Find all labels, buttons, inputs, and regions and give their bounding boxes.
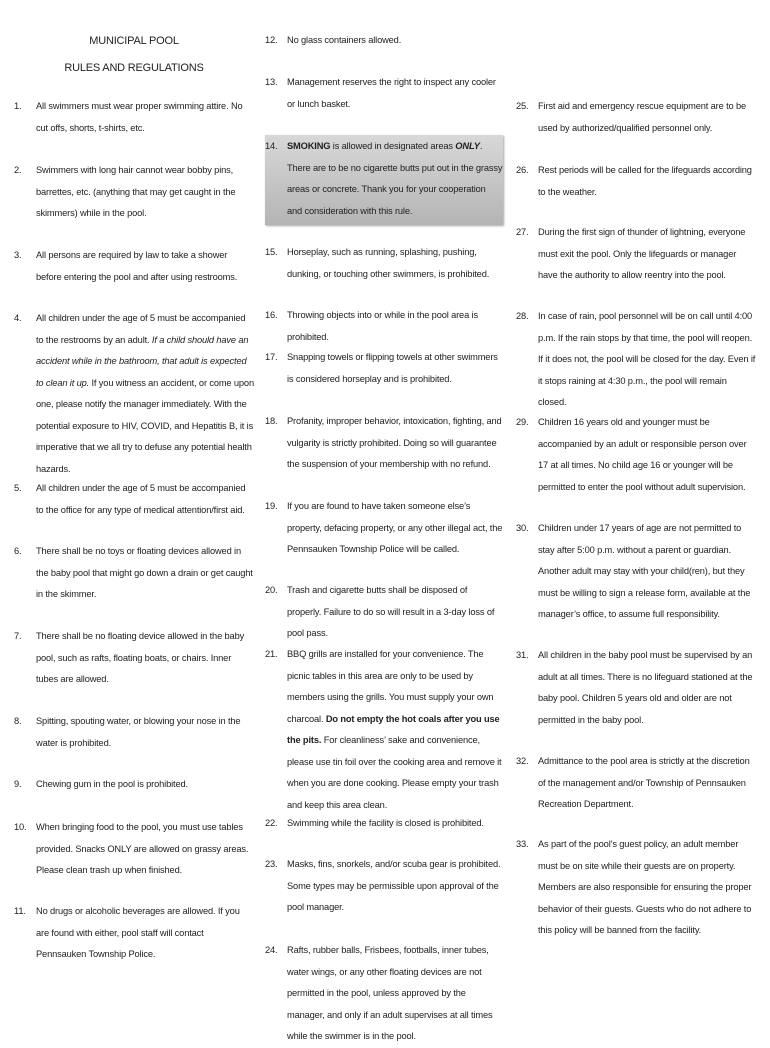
rule-item bbox=[14, 817, 254, 882]
rule-text: There shall be no floating device allowed in the baby pool, such as rafts, floating boats, or chairs. Inner tubes are allowed. bbox=[36, 631, 245, 684]
rule-text: When bringing food to the pool, you must use tables provided. Snacks ONLY are allowed on grassy areas. Please clean trash up when finished. bbox=[36, 822, 249, 875]
rule-text: Throwing objects into or while in the pool area is prohibited. bbox=[287, 310, 478, 342]
rule-text: No glass containers allowed. bbox=[287, 35, 402, 45]
rule-number: 26. bbox=[516, 165, 529, 175]
rule-number: 28. bbox=[516, 311, 529, 321]
rule-text: First aid and emergency rescue equipment are to be used by authorized/qualified personnel only. bbox=[538, 101, 746, 133]
rule-number: 17. bbox=[265, 352, 278, 362]
rule-text: Rest periods will be called for the lifeguards according to the weather. bbox=[538, 165, 752, 197]
rule-item bbox=[14, 774, 254, 796]
rule-text: All children under the age of 5 must be accompanied to the office for any type of medical attention/first aid. bbox=[36, 483, 246, 515]
rule-number: 12. bbox=[265, 35, 278, 45]
rule-number: 33. bbox=[516, 839, 529, 849]
document-title: MUNICIPAL POOL bbox=[89, 35, 179, 47]
rule-item bbox=[14, 478, 254, 521]
rule-item bbox=[516, 222, 756, 287]
rule-item bbox=[14, 626, 254, 691]
rule-text: Children under 17 years of age are not permitted to stay after 5:00 p.m. without a parent or guardian. Another adult may stay with your child(ren), but they must be willing to sign a release form, available at the manager’s office, to assume full responsibility. bbox=[538, 523, 751, 619]
rule-text: During the first sign of thunder of lightning, everyone must exit the pool. Only the lifeguards or manager have the authority to allow reentry into the pool. bbox=[538, 227, 746, 280]
rule-item bbox=[265, 813, 503, 835]
rule-number: 11. bbox=[14, 906, 26, 916]
rule-number: 29. bbox=[516, 417, 529, 427]
rule-text: Spitting, spouting water, or blowing your nose in the water is prohibited. bbox=[36, 716, 241, 748]
rule-item bbox=[265, 347, 503, 390]
rule-number: 20. bbox=[265, 585, 278, 595]
rule-number: 9. bbox=[14, 779, 22, 789]
rule-number: 32. bbox=[516, 756, 529, 766]
rule-text: Trash and cigarette butts shall be disposed of properly. Failure to do so will result in a 3-day loss of pool pass. bbox=[287, 585, 495, 638]
rule-item bbox=[14, 160, 254, 225]
rule-number: 7. bbox=[14, 631, 22, 641]
rule-number: 5. bbox=[14, 483, 22, 493]
rule-number: 22. bbox=[265, 818, 278, 828]
rule-item bbox=[516, 751, 756, 816]
rule-text: All swimmers must wear proper swimming attire. No cut offs, shorts, t-shirts, etc. bbox=[36, 101, 243, 133]
rule-number: 13. bbox=[265, 77, 278, 87]
rule-number: 19. bbox=[265, 501, 278, 511]
rule-item bbox=[14, 541, 254, 606]
rule-text: All persons are required by law to take a shower before entering the pool and after using restrooms. bbox=[36, 250, 238, 282]
rule-item bbox=[14, 245, 254, 288]
rule-text: There shall be no toys or floating devices allowed in the baby pool that might go down a drain or get caught in the skimmer. bbox=[36, 546, 253, 599]
rule-item bbox=[265, 644, 503, 816]
rule-number: 10. bbox=[14, 822, 27, 832]
rule-item bbox=[516, 412, 756, 498]
rule-item bbox=[265, 411, 503, 476]
rule-text: Horseplay, such as running, splashing, pushing, dunking, or touching other swimmers, is prohibited. bbox=[287, 247, 490, 279]
rule-text: Chewing gum in the pool is prohibited. bbox=[36, 779, 188, 789]
rule-item bbox=[516, 160, 756, 203]
rule-item bbox=[516, 834, 756, 942]
rule-item bbox=[265, 496, 503, 561]
rule-item bbox=[265, 30, 503, 52]
rule-number: 18. bbox=[265, 416, 278, 426]
rule-item bbox=[516, 306, 756, 414]
rule-number: 15. bbox=[265, 247, 278, 257]
rule-number: 30. bbox=[516, 523, 529, 533]
rule-number: 21. bbox=[265, 649, 278, 659]
rule-text: Management reserves the right to inspect any cooler or lunch basket. bbox=[287, 77, 496, 109]
rule-text: SMOKING is allowed in designated areas ONLY. There are to be no cigarette butts put out in the grassy areas or concrete. Thank you for your cooperation and consideration with this rule. bbox=[287, 141, 503, 216]
rule-text: Snapping towels or flipping towels at other swimmers is considered horseplay and is prohibited. bbox=[287, 352, 498, 384]
rule-text: Admittance to the pool area is strictly at the discretion of the management and/or Township of Pennsauken Recreation Department. bbox=[538, 756, 750, 809]
rule-number: 25. bbox=[516, 101, 529, 111]
rule-text: No drugs or alcoholic beverages are allowed. If you are found with either, pool staff will contact Pennsauken Township Police. bbox=[36, 906, 240, 959]
rule-item bbox=[265, 854, 503, 919]
rule-number: 24. bbox=[265, 945, 278, 955]
rule-text: Profanity, improper behavior, intoxication, fighting, and vulgarity is strictly prohibited. Doing so will guarantee the suspension of your membership with no refund. bbox=[287, 416, 502, 469]
rule-number: 14. bbox=[265, 141, 278, 151]
rule-number: 8. bbox=[14, 716, 22, 726]
rule-number: 27. bbox=[516, 227, 529, 237]
rule-item bbox=[265, 940, 503, 1048]
rule-number: 3. bbox=[14, 250, 22, 260]
rule-number: 4. bbox=[14, 313, 22, 323]
rule-text: If you are found to have taken someone else’s property, defacing property, or any other illegal act, the Pennsauken Township Police will be called. bbox=[287, 501, 503, 554]
rule-text: Children 16 years old and younger must be accompanied by an adult or responsible person over 17 at all times. No child age 16 or younger will be permitted to enter the pool without adult supervision. bbox=[538, 417, 747, 492]
rule-text: All children in the baby pool must be supervised by an adult at all times. There is no lifeguard stationed at the baby pool. Children 5 years old and older are not permitted in the baby pool. bbox=[538, 650, 753, 725]
rule-number: 16. bbox=[265, 310, 278, 320]
rule-item bbox=[516, 96, 756, 139]
rule-item bbox=[516, 645, 756, 731]
rule-item bbox=[14, 901, 254, 966]
rule-item bbox=[265, 242, 503, 285]
rule-number: 6. bbox=[14, 546, 22, 556]
rule-item bbox=[265, 72, 503, 115]
rule-text: Swimmers with long hair cannot wear bobby pins, barrettes, etc. (anything that may get caught in the skimmers) while in the pool. bbox=[36, 165, 236, 218]
rule-item bbox=[14, 711, 254, 754]
document-subtitle: RULES AND REGULATIONS bbox=[64, 62, 204, 74]
rule-item bbox=[265, 305, 503, 348]
rule-text: In case of rain, pool personnel will be on call until 4:00 p.m. If the rain stops by that time, the pool will reopen. If it does not, the pool will be closed for the day. Even if it stops raining at 4:30 p.m., the pool will remain closed. bbox=[538, 311, 756, 407]
rule-item bbox=[516, 518, 756, 626]
rule-text: Rafts, rubber balls, Frisbees, footballs, inner tubes, water wings, or any other floating devices are not permitted in the pool, unless approved by the manager, and only if an adult supervises at all times while the swimmer is in the pool. bbox=[287, 945, 493, 1041]
rule-text: Masks, fins, snorkels, and/or scuba gear is prohibited. Some types may be permissible upon approval of the pool manager. bbox=[287, 859, 501, 912]
rule-text: As part of the pool’s guest policy, an adult member must be on site while their guests are on property. Members are also responsible for ensuring the proper behavior of their guests. Guests who do not adhere to this policy will be banned from the facility. bbox=[538, 839, 752, 935]
rule-item bbox=[265, 135, 503, 225]
rule-number: 23. bbox=[265, 859, 278, 869]
rule-item bbox=[265, 580, 503, 645]
rule-text: All children under the age of 5 must be accompanied to the restrooms by an adult. If a child should have an accident while in the bathroom, that adult is expected to clean it up. If you witness an accident, or come upon one, please notify the manager immediately. With the potential exposure to HIV, COVID, and Hepatitis B, it is imperative that we all try to defuse any potential health hazards. bbox=[36, 313, 254, 474]
rule-item bbox=[14, 308, 254, 480]
rule-text: Swimming while the facility is closed is prohibited. bbox=[287, 818, 484, 828]
rule-item bbox=[14, 96, 254, 139]
rule-number: 2. bbox=[14, 165, 22, 175]
rule-text: BBQ grills are installed for your convenience. The picnic tables in this area are only to be used by members using the grills. You must supply your own charcoal. Do not empty the hot coals after you use the pits. For cleanliness’ sake and convenience, please use tin foil over the cooking area and remove it when you are done cooking. Please empty your trash and keep this area clean. bbox=[287, 649, 502, 810]
rule-number: 1. bbox=[14, 101, 22, 111]
rule-number: 31. bbox=[516, 650, 529, 660]
